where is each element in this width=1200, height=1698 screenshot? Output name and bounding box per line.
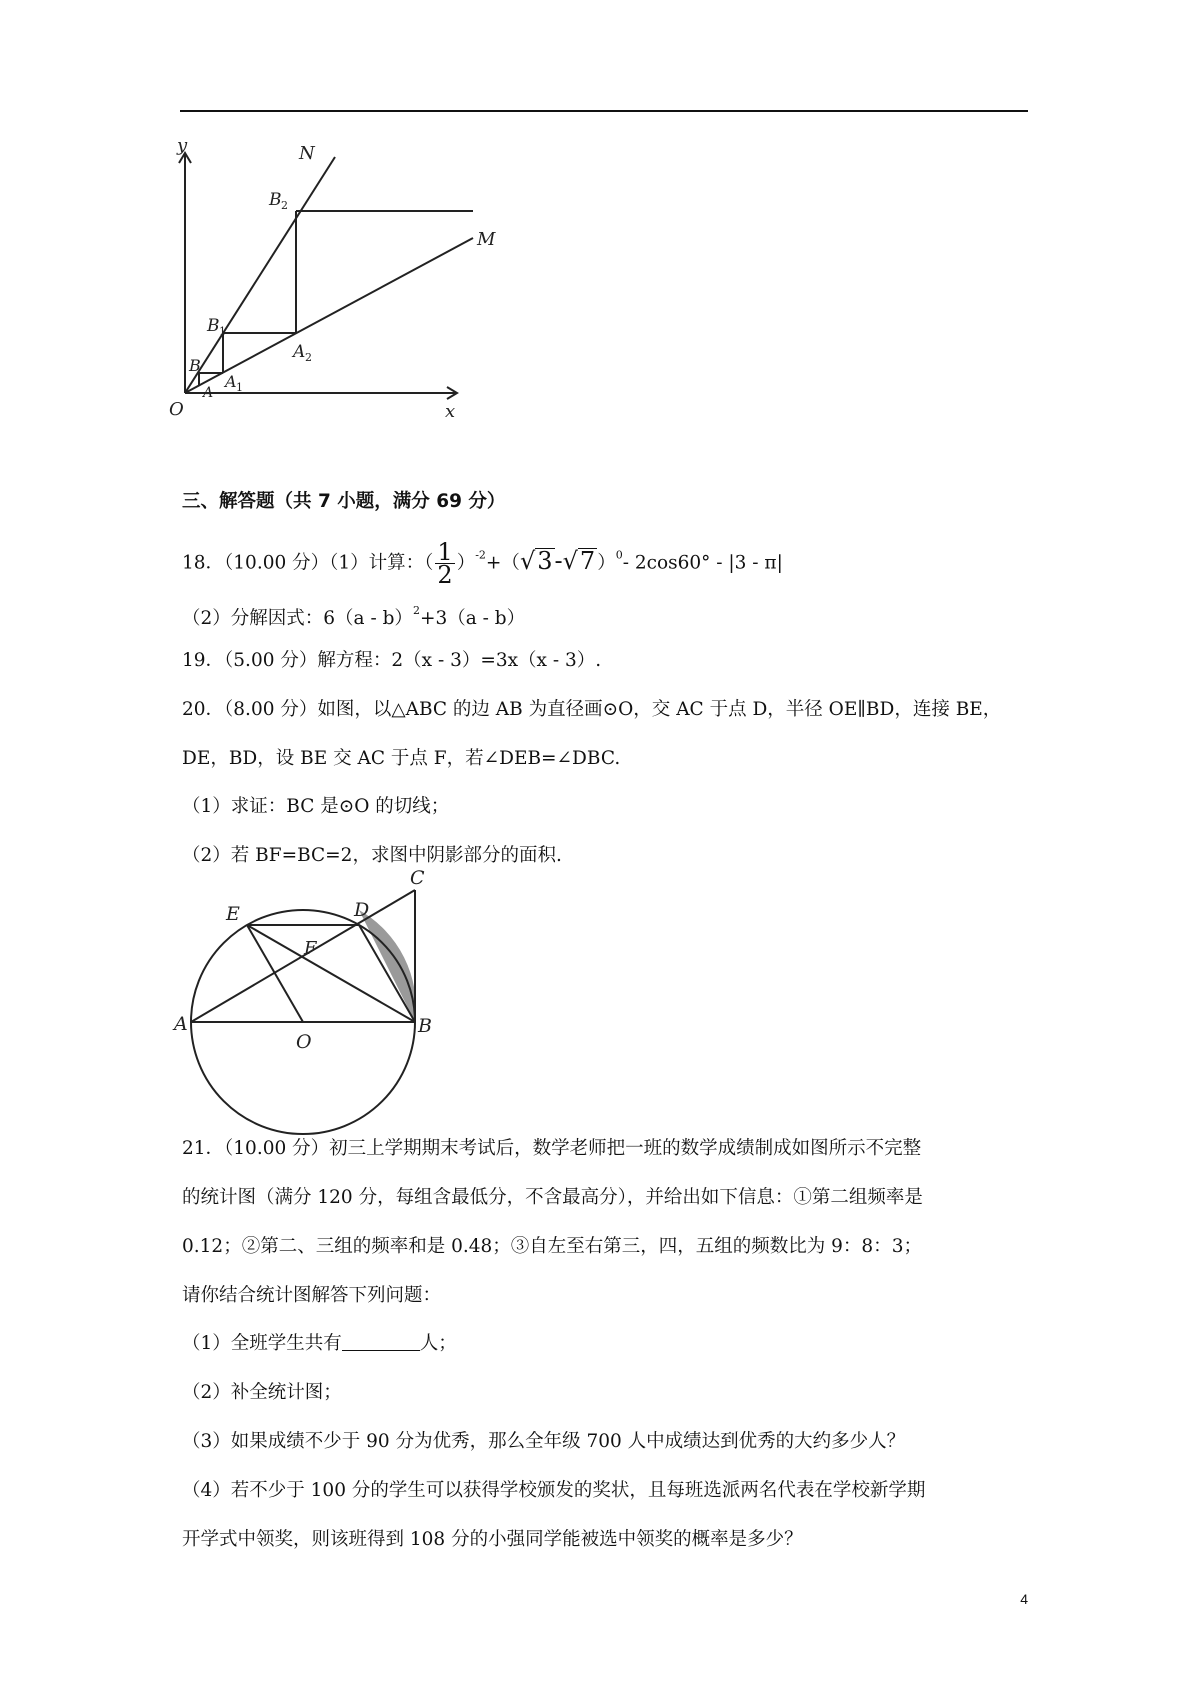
header-rule <box>180 110 1028 112</box>
q21-part3: （3）如果成绩不少于 90 分为优秀，那么全年级 700 人中成绩达到优秀的大约多少人？ <box>182 1431 906 1452</box>
coordinate-figure <box>165 135 505 435</box>
label-c: C <box>410 867 425 889</box>
q18-plus-open: +（ <box>485 552 520 574</box>
page-number: 4 <box>1020 1591 1028 1607</box>
coordinate-figure-svg <box>165 135 505 435</box>
answer-blank[interactable] <box>342 1332 420 1351</box>
label-o: O <box>296 1031 312 1053</box>
label-n: N <box>299 143 315 164</box>
q20-line2: DE，BD，设 BE 交 AC 于点 F，若∠DEB=∠DBC. <box>182 748 621 769</box>
label-b2: B <box>269 190 282 210</box>
q21-part4-line2: 开学式中领奖，则该班得到 108 分的小强同学能被选中领奖的概率是多少？ <box>182 1529 803 1550</box>
section-heading: 三、解答题（共 7 小题，满分 69 分） <box>182 491 506 512</box>
label-b: B <box>189 356 201 375</box>
q20-line1: 20．（8.00 分）如图，以△ABC 的边 AB 为直径画⊙O，交 AC 于点 D，半径 OE∥BD，连接 BE， <box>182 699 1002 720</box>
q20-part2: （2）若 BF=BC=2，求图中阴影部分的面积. <box>182 845 562 866</box>
circle-figure <box>174 867 450 1130</box>
label-b1-sub: 1 <box>219 325 226 338</box>
q18-after-frac: ） <box>456 552 476 574</box>
label-d: D <box>354 899 370 921</box>
label-a: A <box>203 385 214 401</box>
label-o: O <box>169 399 184 420</box>
q18-exp2: 0 <box>615 548 623 562</box>
q18-tail: - 2cos60° - |3 - π| <box>622 552 783 574</box>
q21-line1: 21．（10.00 分）初三上学期期末考试后，数学老师把一班的数学成绩制成如图所示不完整 <box>182 1138 922 1159</box>
label-e: E <box>226 903 240 925</box>
label-b2-sub: 2 <box>281 199 288 212</box>
q21-line2: 的统计图（满分 120 分，每组含最低分，不含最高分），并给出如下信息：①第二组频率是 <box>182 1187 923 1208</box>
label-a1: A <box>225 372 237 391</box>
q21-part2: （2）补全统计图； <box>182 1382 342 1403</box>
label-b1: B <box>207 316 220 336</box>
label-f: F <box>304 938 317 959</box>
q20-part1: （1）求证：BC 是⊙O 的切线； <box>182 796 450 817</box>
q21-part1: （1）全班学生共有 人； <box>182 1333 457 1354</box>
label-a: A <box>174 1013 188 1035</box>
q18-exp1: -2 <box>475 548 486 562</box>
label-a1-sub: 1 <box>236 381 243 394</box>
q18-sqrt3: √3 <box>519 546 553 575</box>
q18-sqrt7: √7 <box>562 546 596 575</box>
q18-part1 <box>182 538 783 589</box>
label-b: B <box>418 1015 432 1037</box>
circle-figure-svg <box>174 867 450 1130</box>
q18-close: ） <box>597 552 616 574</box>
label-x: x <box>445 401 456 422</box>
label-a2: A <box>293 342 306 362</box>
q21-part4-line1: （4）若不少于 100 分的学生可以获得学校颁发的奖状，且每班选派两名代表在学校新学期 <box>182 1480 926 1501</box>
q21-line4: 请你结合统计图解答下列问题： <box>182 1285 442 1306</box>
q18-part2: （2）分解因式：6（a - b）$^2$+3（a - b） <box>182 604 526 629</box>
label-y: y <box>177 135 188 156</box>
q18-fraction <box>435 538 454 589</box>
q21-line3: 0.12；②第二、三组的频率和是 0.48；③自左至右第三，四，五组的频数比为 9：8：3； <box>182 1236 922 1257</box>
label-a2-sub: 2 <box>305 351 312 364</box>
q18-frac-den: 2 <box>437 561 453 589</box>
label-m: M <box>477 229 496 250</box>
q18-minus: - <box>554 546 563 575</box>
q19-text: 19．（5.00 分）解方程：2（x - 3）=3x（x - 3）. <box>182 650 602 671</box>
q18-lead: 18．（10.00 分）（1）计算：（ <box>182 552 434 574</box>
q18-frac-num: 1 <box>437 538 453 566</box>
